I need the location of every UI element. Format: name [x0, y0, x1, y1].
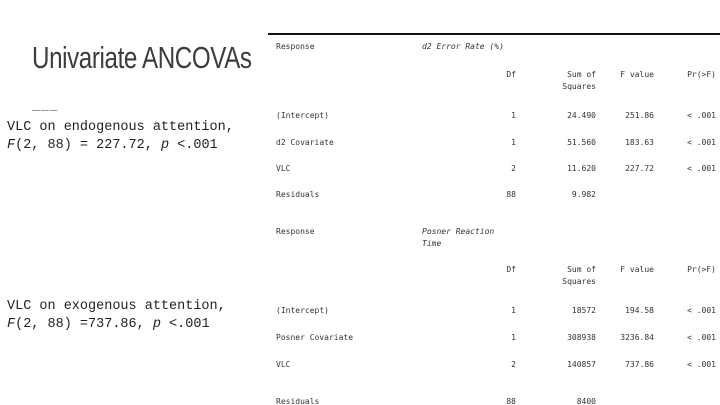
row-term: Posner Covariate: [276, 333, 354, 342]
note-line-1: VLC on exogenous attention,: [7, 299, 226, 314]
note-line-2: [7, 137, 234, 155]
row-p-value: < .001: [687, 306, 716, 315]
f-statistic-value: (2, 88) = 227.72,: [15, 138, 161, 153]
header-df: Df: [506, 70, 516, 79]
row-p-value: < .001: [687, 360, 716, 369]
row-term: VLC: [276, 164, 291, 173]
slide-title: Univariate ANCOVAs: [32, 40, 252, 75]
response-name: [422, 41, 504, 53]
row-f-value: 3236.84: [620, 333, 654, 342]
p-value: <.001: [160, 317, 210, 332]
response-name-line: d2 Error Rate (%): [422, 42, 504, 51]
endogenous-result-note: [7, 119, 234, 155]
anova-tables: [268, 33, 720, 405]
title-underline: ___: [32, 98, 59, 113]
row-term: (Intercept): [276, 111, 329, 120]
row-sum-of-squares: 8400: [576, 397, 596, 405]
f-statistic-symbol: F: [7, 138, 16, 153]
response-label: Response: [276, 42, 315, 51]
header-p-value: Pr(>F): [687, 70, 716, 79]
p-symbol: p: [152, 317, 161, 332]
row-sum-of-squares: 308938: [567, 333, 596, 342]
row-sum-of-squares: 11.620: [567, 164, 596, 173]
header-sum-of-squares: [562, 264, 596, 288]
row-df: 2: [511, 164, 516, 173]
row-df: 2: [511, 360, 516, 369]
row-p-value: < .001: [687, 138, 716, 147]
row-sum-of-squares: 51.560: [567, 138, 596, 147]
row-sum-of-squares: 18572: [571, 306, 596, 315]
response-name-line: Time: [422, 239, 442, 248]
row-sum-of-squares: 140857: [567, 360, 596, 369]
exogenous-result-note: [7, 298, 226, 334]
row-f-value: 183.63: [625, 138, 654, 147]
row-p-value: < .001: [687, 333, 716, 342]
row-df: 1: [511, 138, 516, 147]
header-sum-of-squares-line: Squares: [562, 277, 596, 286]
row-term: Residuals: [276, 190, 320, 199]
row-p-value: < .001: [687, 111, 716, 120]
note-line-1: VLC on endogenous attention,: [7, 120, 234, 135]
row-f-value: 227.72: [625, 164, 654, 173]
row-df: 1: [511, 333, 516, 342]
p-symbol: p: [160, 138, 170, 153]
row-term: Residuals: [276, 397, 320, 405]
f-statistic-value: (2, 88) =737.86,: [15, 317, 153, 332]
row-f-value: 737.86: [625, 360, 654, 369]
row-term: VLC: [276, 360, 291, 369]
p-value: <.001: [169, 138, 218, 153]
row-df: 1: [511, 306, 516, 315]
table-top-rule: [268, 33, 720, 35]
response-name: [422, 226, 494, 250]
response-name-line: Posner Reaction: [422, 227, 495, 236]
row-term: (Intercept): [276, 306, 329, 315]
header-sum-of-squares: [562, 69, 596, 93]
row-p-value: < .001: [687, 164, 716, 173]
note-line-2: [7, 316, 226, 334]
row-sum-of-squares: 9.982: [571, 190, 596, 199]
row-f-value: 251.86: [625, 111, 654, 120]
row-f-value: 194.58: [625, 306, 654, 315]
header-f-value: F value: [620, 265, 654, 274]
row-term: d2 Covariate: [276, 138, 334, 147]
header-sum-of-squares-line: Sum of: [567, 70, 596, 79]
header-sum-of-squares-line: Squares: [562, 82, 596, 91]
row-df: 88: [506, 397, 516, 405]
response-label: Response: [276, 227, 315, 236]
row-sum-of-squares: 24.490: [567, 111, 596, 120]
row-df: 88: [506, 190, 516, 199]
header-sum-of-squares-line: Sum of: [567, 265, 596, 274]
header-df: Df: [506, 265, 516, 274]
header-f-value: F value: [620, 70, 654, 79]
row-df: 1: [511, 111, 516, 120]
header-p-value: Pr(>F): [687, 265, 716, 274]
f-statistic-symbol: F: [7, 317, 16, 332]
